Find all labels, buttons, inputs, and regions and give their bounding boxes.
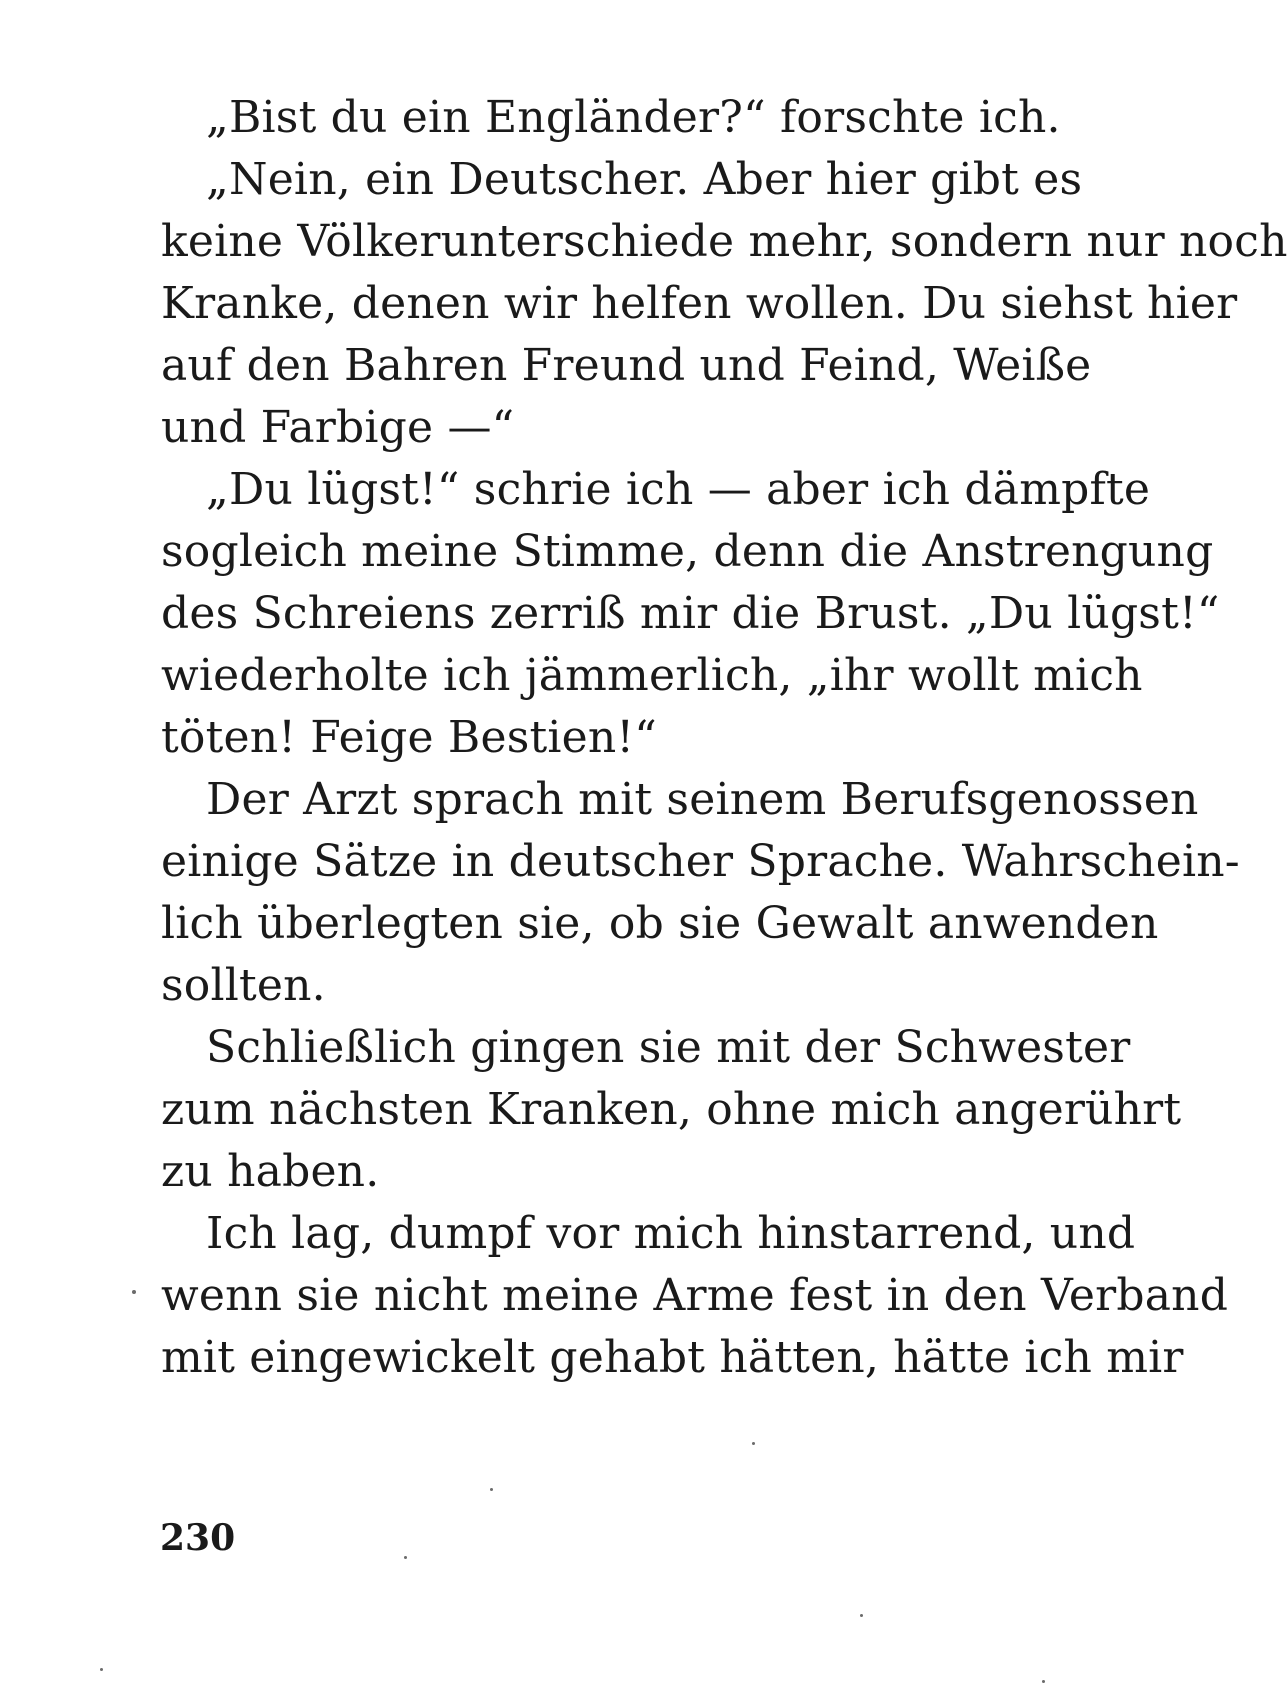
text-line-3: keine Völkerunterschiede mehr, sondern nur noch: [161, 216, 1288, 267]
text-line-15: sollten.: [161, 960, 326, 1011]
text-line-11: töten! Feige Bestien!“: [161, 712, 657, 763]
text-line-14: lich überlegten sie, ob sie Gewalt anwenden: [161, 898, 1159, 949]
text-line-6: und Farbige —“: [161, 402, 515, 453]
text-line-10: wiederholte ich jämmerlich, „ihr wollt mich: [161, 650, 1143, 701]
text-line-8: sogleich meine Stimme, denn die Anstrengung: [161, 526, 1214, 577]
scan-speck: [132, 1290, 136, 1294]
scan-speck: [752, 1442, 755, 1445]
text-line-20: wenn sie nicht meine Arme fest in den Verband: [161, 1270, 1229, 1321]
page-number: 230: [160, 1517, 236, 1559]
text-line-17: zum nächsten Kranken, ohne mich angerührt: [161, 1084, 1182, 1135]
text-line-13: einige Sätze in deutscher Sprache. Wahrschein-: [161, 836, 1240, 887]
scan-speck: [490, 1488, 493, 1491]
text-line-18: zu haben.: [161, 1146, 380, 1197]
text-line-1: „Bist du ein Engländer?“ forschte ich.: [206, 92, 1061, 143]
scan-speck: [860, 1614, 863, 1617]
text-line-9: des Schreiens zerriß mir die Brust. „Du lügst!“: [161, 588, 1220, 639]
scan-speck: [100, 1668, 103, 1671]
text-line-2: „Nein, ein Deutscher. Aber hier gibt es: [206, 154, 1083, 205]
scan-speck: [1042, 1680, 1045, 1683]
text-line-19: Ich lag, dumpf vor mich hinstarrend, und: [206, 1208, 1136, 1259]
text-line-21: mit eingewickelt gehabt hätten, hätte ich mir: [161, 1332, 1184, 1383]
text-line-4: Kranke, denen wir helfen wollen. Du siehst hier: [161, 278, 1238, 329]
text-line-16: Schließlich gingen sie mit der Schwester: [206, 1022, 1131, 1073]
text-line-7: „Du lügst!“ schrie ich — aber ich dämpfte: [206, 464, 1151, 515]
text-line-5: auf den Bahren Freund und Feind, Weiße: [161, 340, 1092, 391]
scan-speck: [404, 1556, 407, 1559]
text-line-12: Der Arzt sprach mit seinem Berufsgenossen: [206, 774, 1199, 825]
